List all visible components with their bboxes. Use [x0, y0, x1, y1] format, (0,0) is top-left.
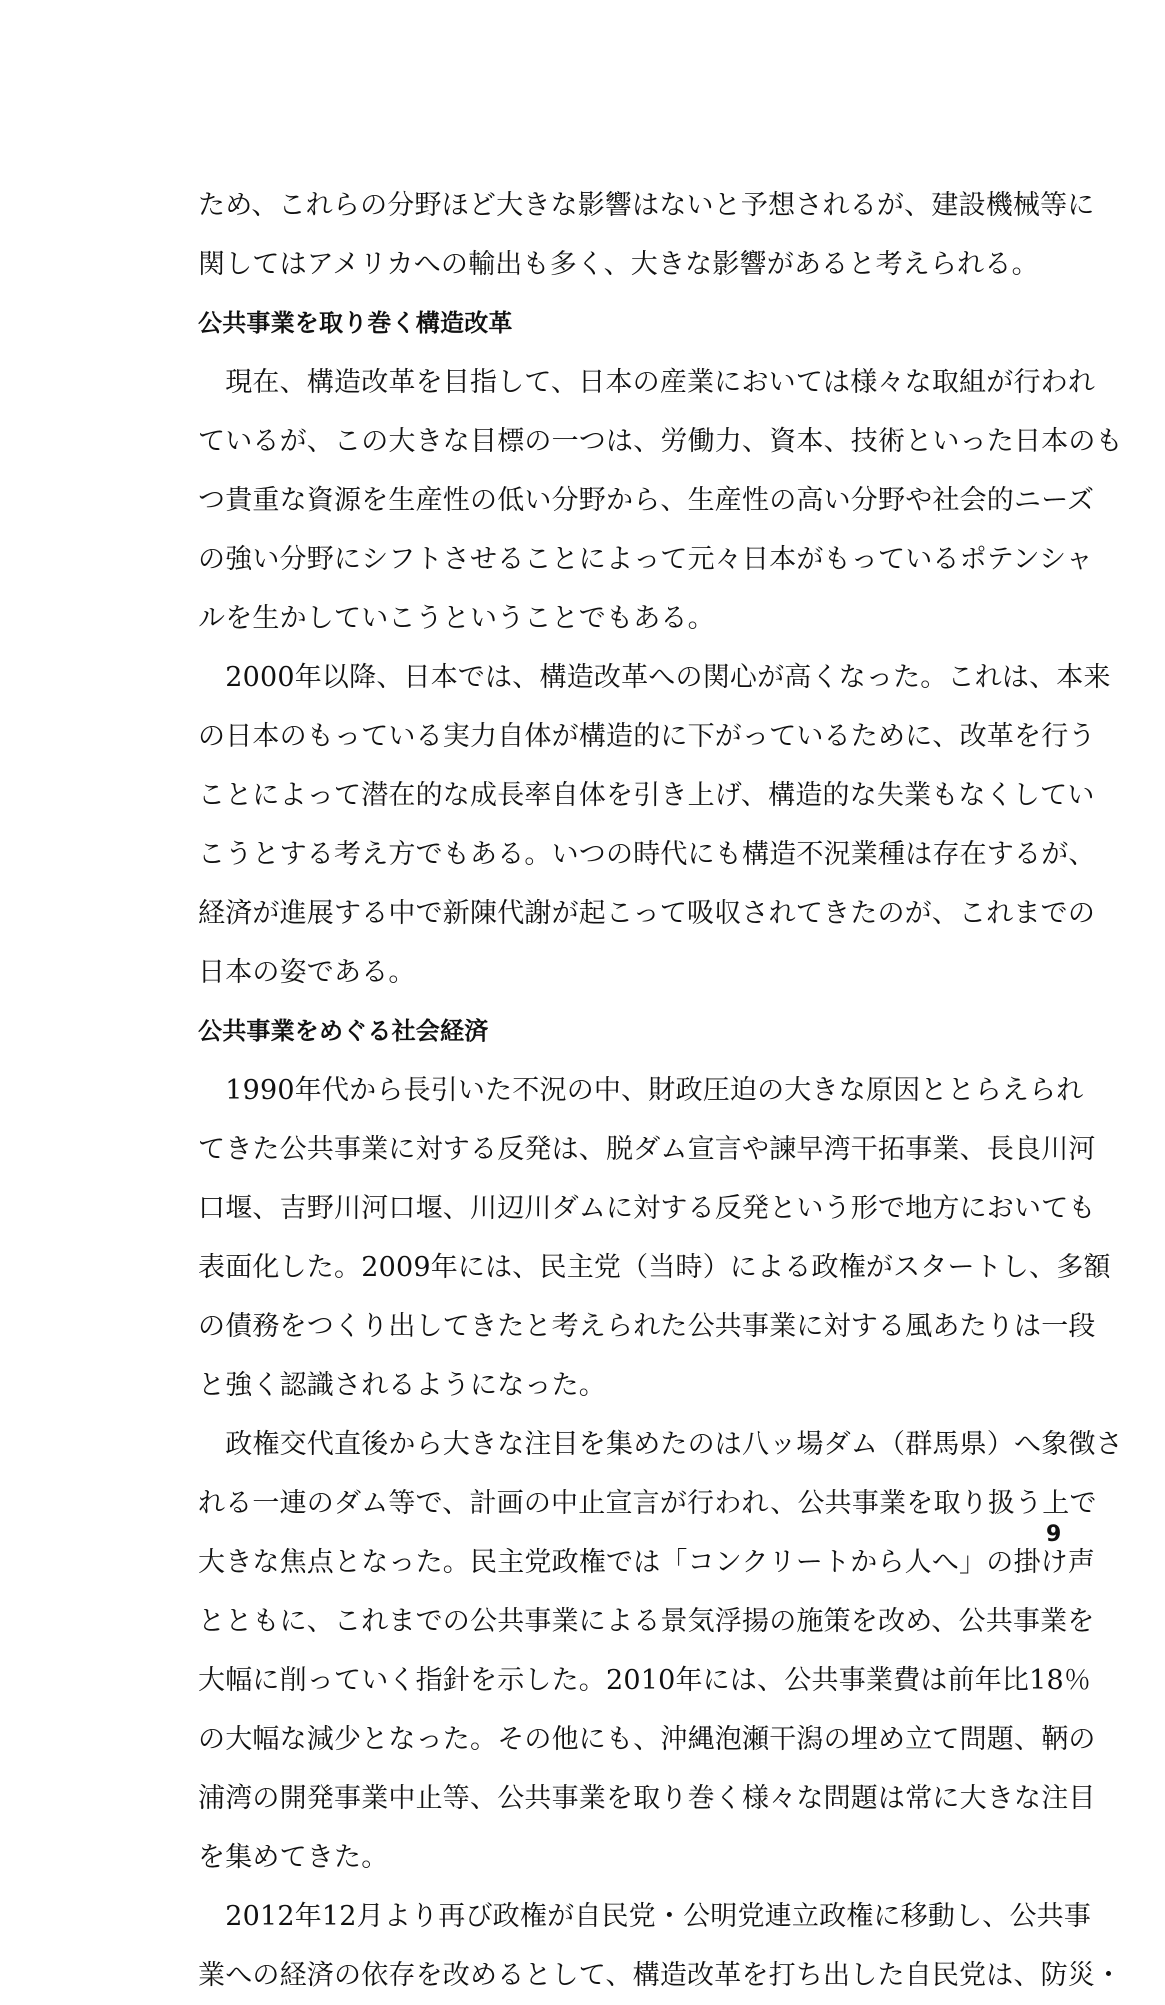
text-line: 日本の姿である。 [198, 957, 416, 988]
section-heading: 公共事業を取り巻く構造改革 [198, 309, 513, 337]
text-line: と強く認識されるようになった。 [198, 1370, 606, 1401]
text-line: の大幅な減少となった。その他にも、沖縄泡瀬干潟の埋め立て問題、鞆の [198, 1724, 1096, 1755]
text-line: 大きな焦点となった。民主党政権では「コンクリートから人へ」の掛け声 [198, 1547, 1096, 1578]
text-line: 口堰、吉野川河口堰、川辺川ダムに対する反発という形で地方においても [198, 1193, 1096, 1224]
page-number: 9 [1046, 1522, 1062, 1547]
text-line: ているが、この大きな目標の一つは、労働力、資本、技術といった日本のも [198, 426, 1123, 457]
page-body [198, 176, 1123, 2005]
text-line: ことによって潜在的な成長率自体を引き上げ、構造的な失業もなくしてい [198, 780, 1095, 811]
text-line: つ貴重な資源を生産性の低い分野から、生産性の高い分野や社会的ニーズ [198, 485, 1095, 516]
text-line: ルを生かしていこうということでもある。 [198, 603, 715, 634]
text-line: 表面化した。2009年には、民主党（当時）による政権がスタートし、多額 [198, 1252, 1111, 1283]
text-line: こうとする考え方でもある。いつの時代にも構造不況業種は存在するが、 [198, 839, 1096, 870]
text-line: 現在、構造改革を目指して、日本の産業においては様々な取組が行われ [198, 367, 1096, 398]
text-line: 2000年以降、日本では、構造改革への関心が高くなった。これは、本来 [198, 662, 1111, 693]
text-line: 1990年代から長引いた不況の中、財政圧迫の大きな原因ととらえられ [198, 1075, 1084, 1106]
text-line: の日本のもっている実力自体が構造的に下がっているために、改革を行う [198, 721, 1096, 752]
text-line: てきた公共事業に対する反発は、脱ダム宣言や諫早湾干拓事業、長良川河 [198, 1134, 1096, 1165]
text-line: の債務をつくり出してきたと考えられた公共事業に対する風あたりは一段 [198, 1311, 1096, 1342]
text-line: 大幅に削っていく指針を示した。2010年には、公共事業費は前年比18％ [198, 1665, 1092, 1696]
text-line: 業への経済の依存を改めるとして、構造改革を打ち出した自民党は、防災・ [198, 1960, 1123, 1991]
text-line: 政権交代直後から大きな注目を集めたのは八ッ場ダム（群馬県）へ象徴さ [198, 1429, 1123, 1460]
text-line: を集めてきた。 [198, 1842, 389, 1873]
text-line: ため、これらの分野ほど大きな影響はないと予想されるが、建設機械等に [198, 190, 1095, 221]
text-line: の強い分野にシフトさせることによって元々日本がもっているポテンシャ [198, 544, 1094, 575]
text-line: 経済が進展する中で新陳代謝が起こって吸収されてきたのが、これまでの [198, 898, 1096, 929]
text-line: 浦湾の開発事業中止等、公共事業を取り巻く様々な問題は常に大きな注目 [198, 1783, 1096, 1814]
text-line: とともに、これまでの公共事業による景気浮揚の施策を改め、公共事業を [198, 1606, 1095, 1637]
text-line: れる一連のダム等で、計画の中止宣言が行われ、公共事業を取り扱う上で [198, 1488, 1097, 1519]
text-line: 2012年12月より再び政権が自民党・公明党連立政権に移動し、公共事 [198, 1901, 1092, 1932]
section-heading: 公共事業をめぐる社会経済 [198, 1017, 489, 1045]
text-line: 関してはアメリカへの輸出も多く、大きな影響があると考えられる。 [198, 249, 1039, 280]
